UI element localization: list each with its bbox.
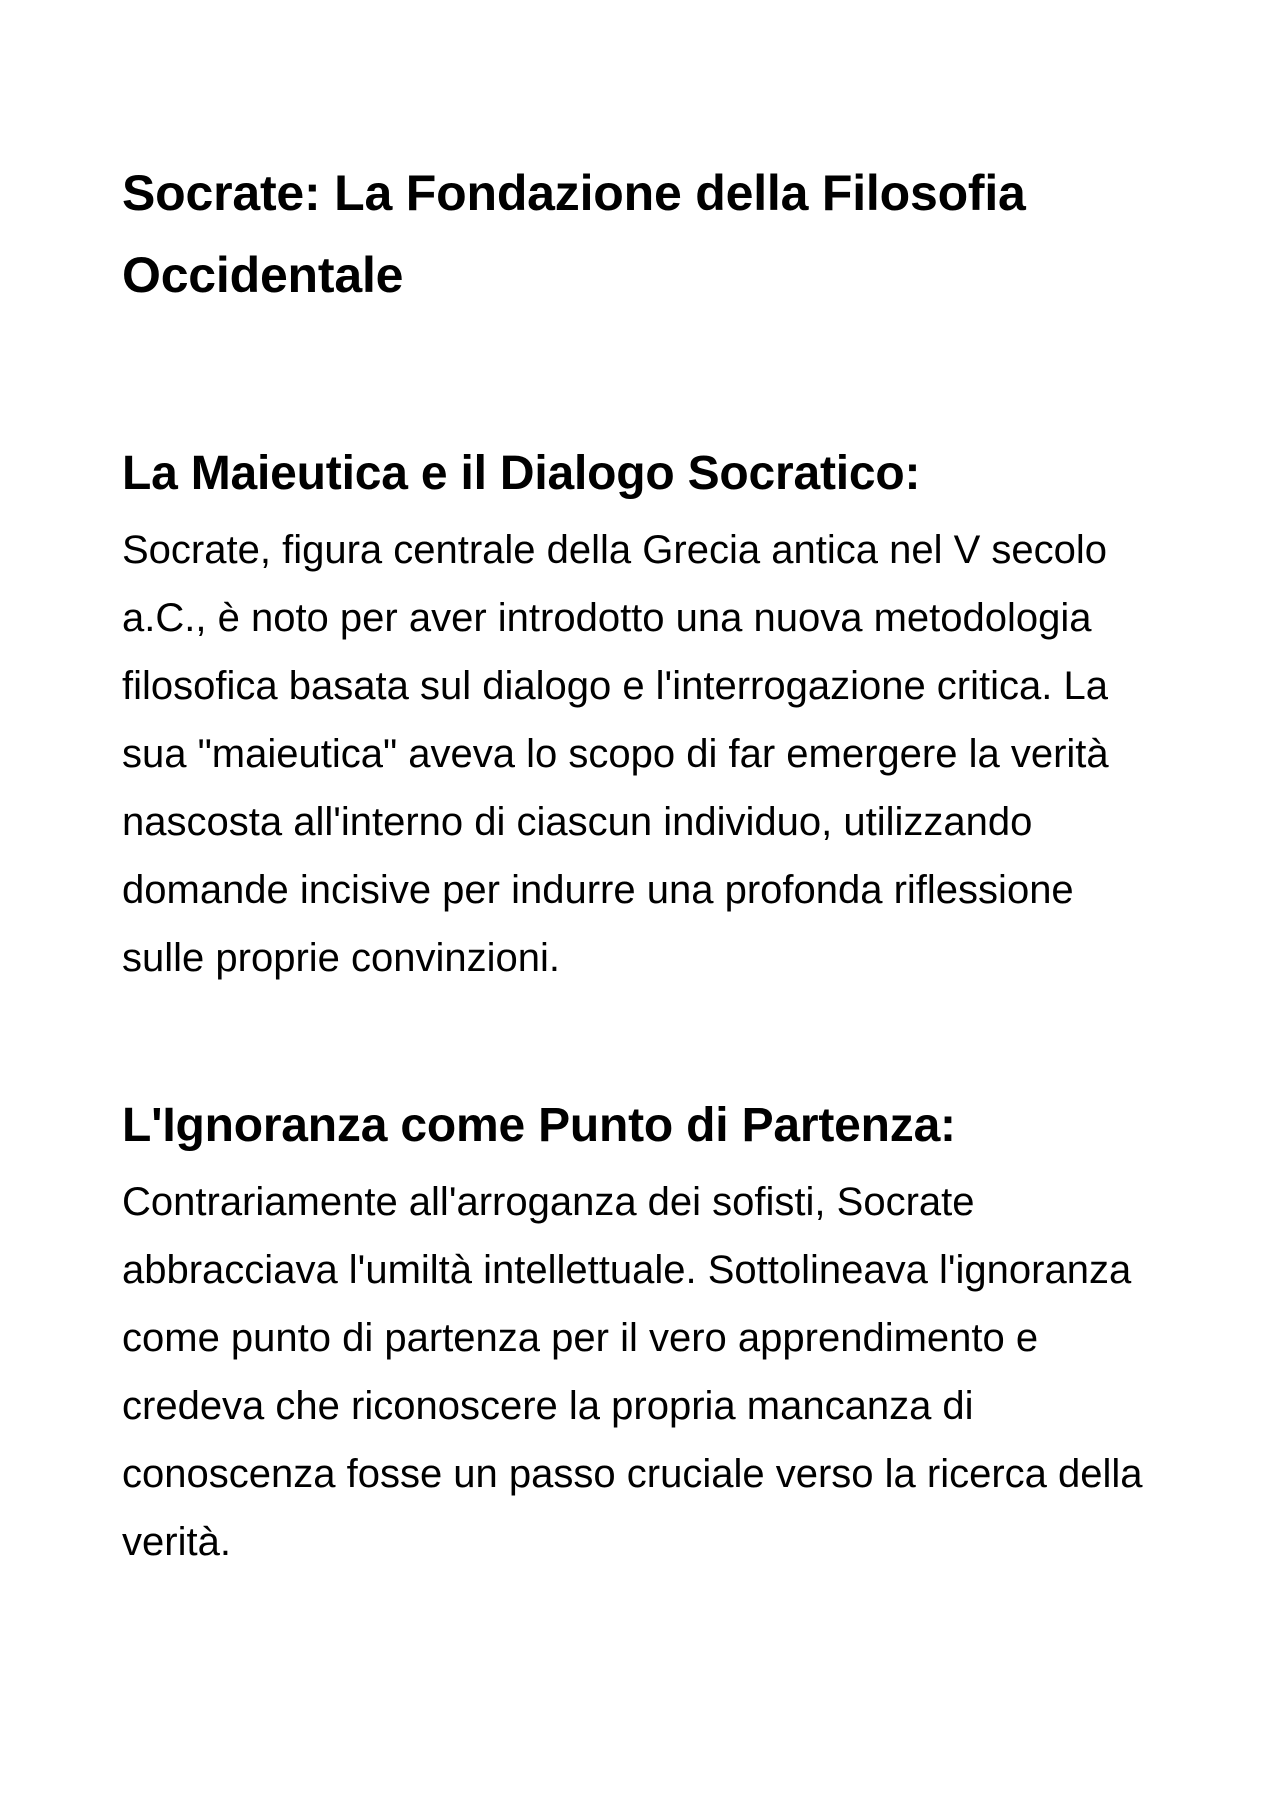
document-content [122,152,1162,1576]
section-body-ignoranza: Contrariamente all'arroganza dei sofisti, Socrate abbracciava l'umiltà intellettuale. Sottolineava l'ignoranza come punto di partenza per il vero apprendimento e credeva che riconoscere la propria mancanza di conoscenza fosse un passo cruciale verso la ricerca della verità. [122,1180,1143,1564]
document-title: Socrate: La Fondazione della Filosofia Occidentale [122,165,1026,303]
section-heading-ignoranza: L'Ignoranza come Punto di Partenza: [122,1099,956,1152]
section-heading-maieutica: La Maieutica e il Dialogo Socratico: [122,447,921,500]
section-maieutica [122,440,1162,992]
section-ignoranza [122,1092,1162,1576]
section-body-maieutica: Socrate, figura centrale della Grecia antica nel V secolo a.C., è noto per aver introdotto una nuova metodologia filosofica basata sul dialogo e l'interrogazione critica. La sua "maieutica" aveva lo scopo di far emergere la verità nascosta all'interno di ciascun individuo, utilizzando domande incisive per indurre una profonda riflessione sulle proprie convinzioni. [122,528,1109,980]
